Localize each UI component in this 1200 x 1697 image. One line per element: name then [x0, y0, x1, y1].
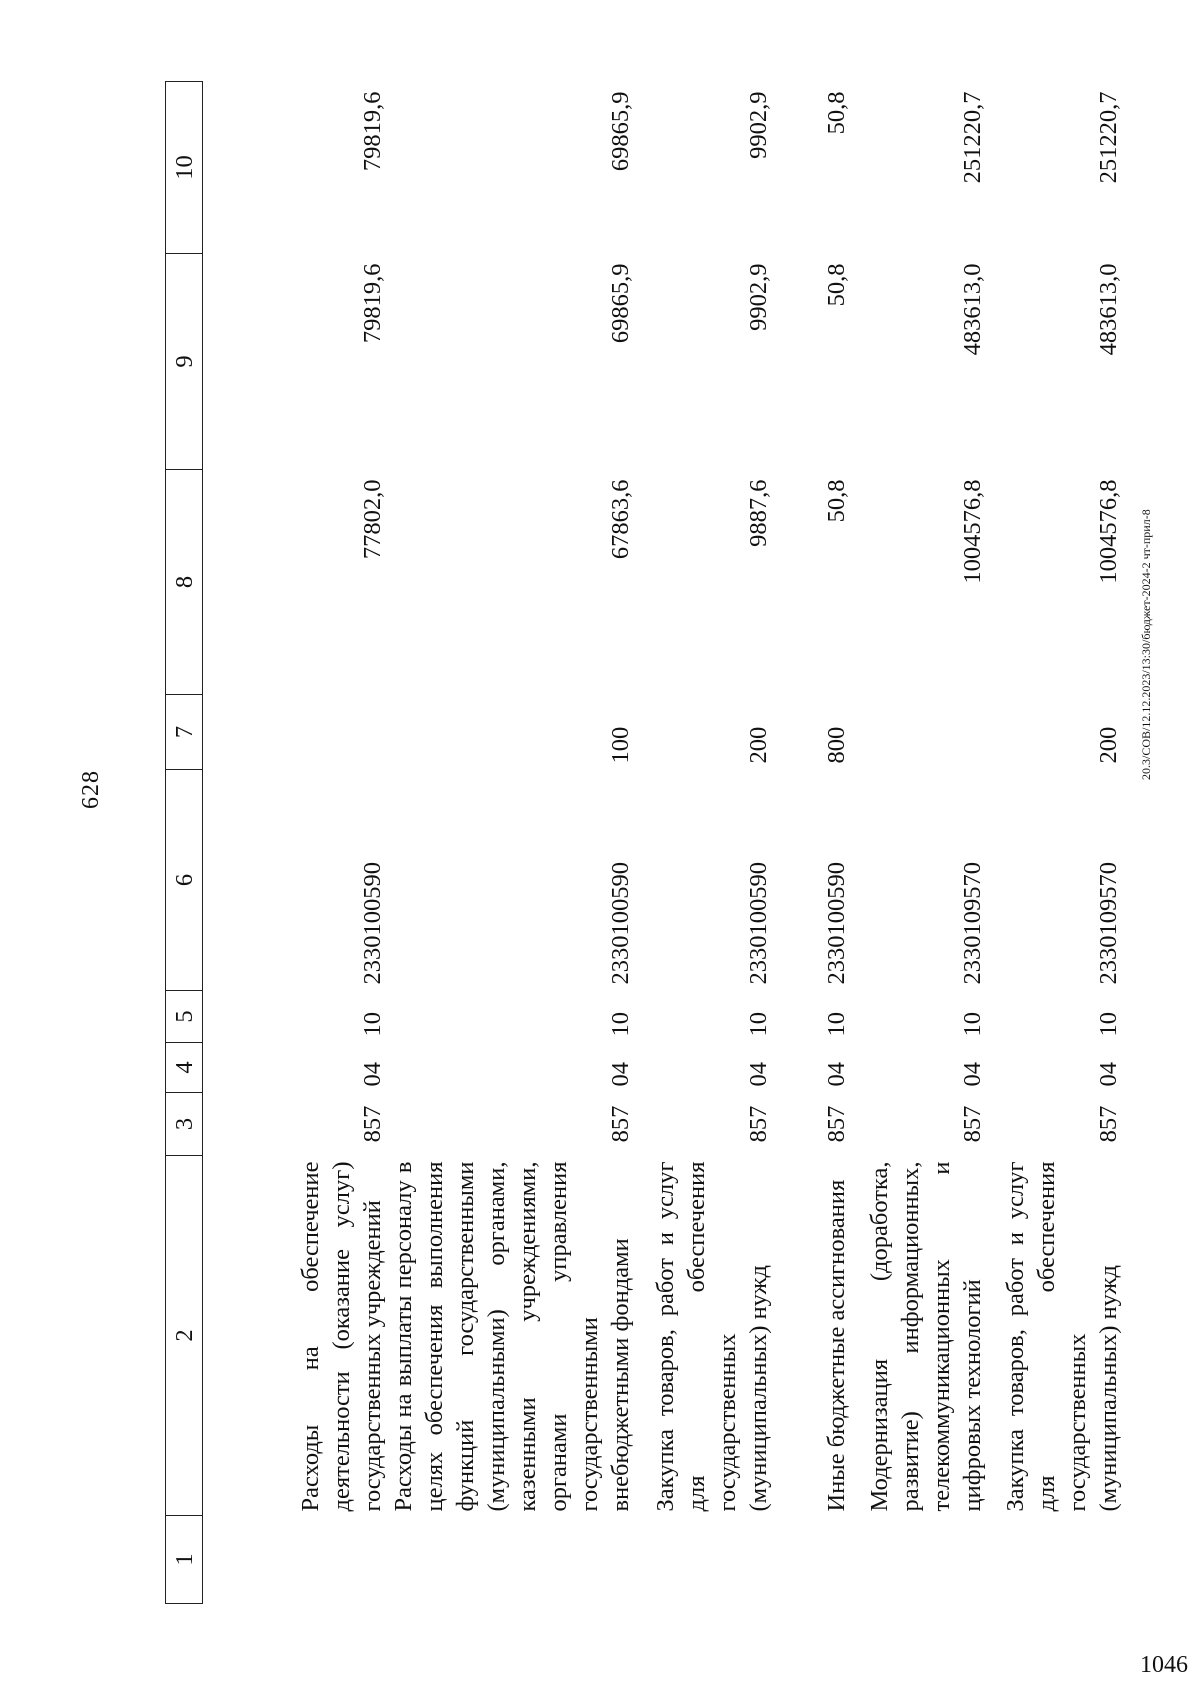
page-number: 628 [78, 770, 104, 809]
row-c3: 857 [745, 1105, 772, 1143]
row-c8: 67863,6 [607, 479, 634, 560]
row-c9: 483613,0 [1095, 263, 1122, 356]
rotated-table-container [165, 82, 1122, 1604]
row-c3: 857 [823, 1105, 850, 1143]
header-cell: 6 [166, 770, 203, 991]
row-empty-cell [988, 1516, 1124, 1604]
table-row [852, 82, 988, 1604]
row-c7 [852, 695, 988, 770]
row-c8: 1004576,8 [1095, 479, 1122, 584]
header-row [166, 82, 203, 1604]
row-c10: 69865,9 [607, 91, 634, 172]
row-empty-cell [852, 1516, 988, 1604]
row-c9: 50,8 [823, 263, 850, 307]
row-c8: 50,8 [823, 479, 850, 523]
row-c4: 04 [607, 1062, 634, 1087]
row-c5: 10 [607, 1012, 634, 1037]
sheet-number: 1046 [1140, 1652, 1188, 1678]
row-c7: 800 [823, 726, 850, 764]
footer-code: 20.3/СОВ/12.12.2023/13:30/бюджет-2024-2 чт-прил-8 [1139, 509, 1153, 780]
row-c8: 1004576,8 [959, 479, 986, 584]
row-c9: 483613,0 [959, 263, 986, 356]
row-name: Иные бюджетные ассигнования [823, 1179, 850, 1512]
row-empty-cell [203, 1516, 389, 1604]
row-name: Расходы на обеспечение деятельности (оказание услуг) государственных учреждений [297, 1161, 386, 1512]
row-c5: 10 [823, 1012, 850, 1037]
table-row [774, 82, 852, 1604]
table-row [388, 82, 636, 1604]
row-c4: 04 [823, 1062, 850, 1087]
row-c6: 2330109570 [1095, 862, 1122, 985]
row-c7: 200 [745, 726, 772, 764]
row-c4: 04 [745, 1062, 772, 1087]
row-c7: 200 [1095, 726, 1122, 764]
row-c10: 251220,7 [1095, 91, 1122, 184]
header-cell: 9 [166, 254, 203, 470]
header-cell: 10 [166, 82, 203, 254]
row-c10: 50,8 [823, 91, 850, 135]
row-c7: 100 [607, 726, 634, 764]
row-c10: 9902,9 [745, 91, 772, 159]
row-empty-cell [388, 1516, 636, 1604]
table-row [636, 82, 774, 1604]
row-c6: 2330100590 [607, 862, 634, 985]
row-c9: 69865,9 [607, 263, 634, 344]
row-c9: 9902,9 [745, 263, 772, 331]
row-name: Закупка товаров, работ и услуг для обеспечения государственных (муниципальных) нужд [652, 1161, 772, 1512]
row-c5: 10 [359, 1012, 386, 1037]
header-cell: 3 [166, 1093, 203, 1156]
row-c3: 857 [1095, 1105, 1122, 1143]
row-c3: 857 [359, 1105, 386, 1143]
row-c7 [203, 695, 389, 770]
table-row [203, 82, 389, 1604]
row-name: Расходы на выплаты персоналу в целях обеспечения выполнения функций государственными (муниципальными) органами, казенными учреждениями, органами управления государственными внебюджетными фондами [390, 1161, 634, 1512]
row-c5: 10 [959, 1012, 986, 1037]
row-c6: 2330100590 [359, 862, 386, 985]
row-c3: 857 [959, 1105, 986, 1143]
row-c8: 9887,6 [745, 479, 772, 547]
header-cell: 7 [166, 695, 203, 770]
row-name: Закупка товаров, работ и услуг для обеспечения государственных (муниципальных) нужд [1002, 1161, 1122, 1512]
row-c6: 2330100590 [745, 862, 772, 985]
row-name: Модернизация (доработка, развитие) информационных, телекоммуникационных и цифровых технологий [866, 1161, 986, 1512]
row-c8: 77802,0 [359, 479, 386, 560]
row-c5: 10 [1095, 1012, 1122, 1037]
row-c9: 79819,6 [359, 263, 386, 344]
header-cell: 4 [166, 1043, 203, 1093]
row-empty-cell [774, 1516, 852, 1604]
header-cell: 2 [166, 1156, 203, 1516]
budget-table [165, 81, 1124, 1604]
row-c4: 04 [959, 1062, 986, 1087]
header-cell: 5 [166, 991, 203, 1043]
row-empty-cell [636, 1516, 774, 1604]
row-c4: 04 [1095, 1062, 1122, 1087]
row-c5: 10 [745, 1012, 772, 1037]
row-c4: 04 [359, 1062, 386, 1087]
header-cell: 8 [166, 470, 203, 695]
row-c10: 251220,7 [959, 91, 986, 184]
row-c6: 2330100590 [823, 862, 850, 985]
header-cell: 1 [166, 1516, 203, 1604]
row-c6: 2330109570 [959, 862, 986, 985]
table-row [988, 82, 1124, 1604]
row-c3: 857 [607, 1105, 634, 1143]
row-c10: 79819,6 [359, 91, 386, 172]
